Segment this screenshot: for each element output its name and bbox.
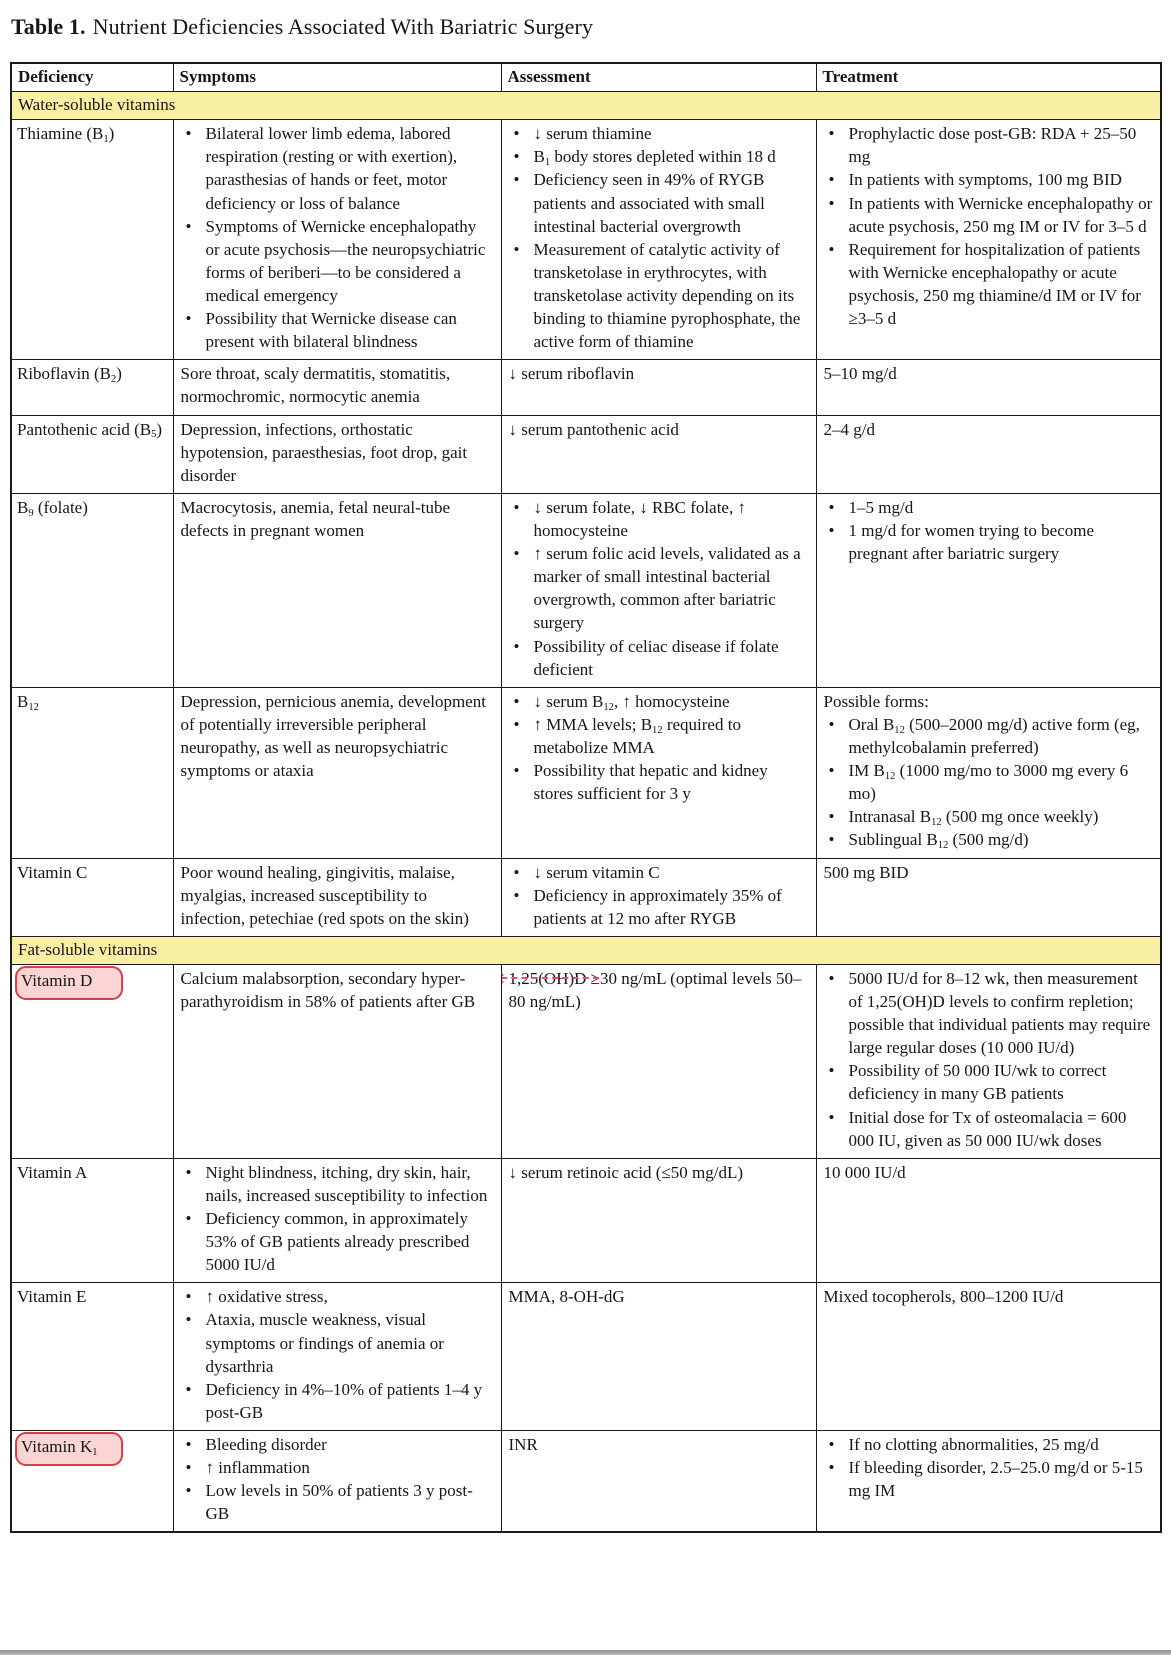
treatment-cell [816,1158,1161,1283]
table-row [11,120,1161,360]
text-line: Calcium malabsorption, secondary hyper-parathyroidism in 58% of patients after GB [180,968,476,1012]
text-line: MMA, 8-OH-dG [508,1287,625,1307]
bullet-icon: • [828,520,835,540]
bullet-item [824,1433,1154,1456]
deficiency-label: Pantothenic acid $(B_5)$ [17,419,163,441]
deficiency-cell [11,415,173,493]
bullet-text: Prophylactic dose post-GB: RDA + 25–50 mg [848,124,1137,167]
header-row [11,63,1161,92]
assessment-cell [501,687,816,858]
bullet-item [509,861,809,884]
bullet-text: ↑ MMA levels; $B_{12}$ required to metabolize MMA [533,714,741,757]
bullet-icon: • [513,544,520,564]
bullet-text: 1–5 mg/d [848,497,914,517]
bullet-text: IM $B_{12}$ (1000 mg/mo to 3000 mg every 6 mo) [848,761,1129,804]
assessment-cell [501,120,816,360]
bullet-item [824,713,1154,759]
bullet-icon: • [513,862,520,882]
bullet-icon: • [828,1107,835,1127]
bullet-icon: • [513,239,520,259]
deficiency-cell [11,687,173,858]
symptoms-cell [173,858,501,936]
bullet-icon: • [828,497,835,517]
bullet-text: Symptoms of Wernicke encephalopathy or acute psychosis—the neuropsychiatric forms of beriberi—to be considered a medical emergency [205,216,486,305]
bullet-text: Deficiency in 4%–10% of patients 1–4 y post-GB [205,1379,483,1422]
section-header: Water-soluble vitamins [11,92,1161,120]
table-row [11,687,1161,858]
bullet-item [824,759,1154,805]
treatment-cell [816,415,1161,493]
bullet-item [181,1207,494,1276]
assessment-cell [501,1283,816,1431]
bullet-text: Possibility of celiac disease if folate deficient [533,636,779,679]
text-line: 500 mg BID [823,862,909,882]
bullet-icon: • [828,1061,835,1081]
bullet-item [181,1378,494,1424]
treatment-cell [816,687,1161,858]
text-line: INR [508,1435,538,1455]
text-line: 2–4 g/d [823,419,875,439]
bullet-text: ↑ serum folic acid levels, validated as a marker of small intestinal bacterial overgrowth, common after bariatric surgery [533,544,801,633]
bullet-text: Deficiency in approximately 35% of patients at 12 mo after RYGB [533,885,782,928]
deficiency-label-highlight-annotation: Vitamin D [15,966,123,1000]
bullet-icon: • [185,1209,192,1229]
bullet-text: Bilateral lower limb edema, labored respiration (resting or with exertion), parasthesias of hands or feet, motor deficiency or loss of balance [205,124,458,213]
symptoms-cell [173,493,501,687]
bullet-item [509,496,809,542]
bullet-icon: • [185,216,192,236]
assessment-cell [501,964,816,1158]
bullet-icon: • [185,1435,192,1455]
bullet-text: Low levels in 50% of patients 3 y post-GB [205,1481,473,1524]
deficiency-cell [11,964,173,1158]
text-line: Mixed tocopherols, 800–1200 IU/d [823,1287,1064,1307]
bullet-item [824,122,1154,168]
bullet-icon: • [828,968,835,988]
col-header-symptoms: Symptoms [173,63,501,92]
text-line: Depression, infections, orthostatic hypotension, paraesthesias, foot drop, gait disorder [180,419,468,485]
bullet-text: Measurement of catalytic activity of transketolase in erythrocytes, with transketolase activity depending on its binding to thiamine pyrophosphate, the active form of thiamine [533,239,801,352]
bullet-item [181,1285,494,1308]
bullet-text: ↓ serum folate, ↓ RBC folate, ↑ homocysteine [533,497,746,540]
col-header-assessment: Assessment [501,63,816,92]
bullet-icon: • [185,1458,192,1478]
symptoms-cell [173,964,501,1158]
bullet-text: Ataxia, muscle weakness, visual symptoms or findings of anemia or dysarthria [205,1310,444,1376]
deficiency-cell [11,1158,173,1283]
deficiency-cell [11,1283,173,1431]
assessment-cell [501,1158,816,1283]
treatment-cell [816,858,1161,936]
treatment-cell [816,1283,1161,1431]
deficiency-label: $B_{12}$ [17,691,39,713]
bullet-item [181,1456,494,1479]
bullet-item [824,967,1154,1059]
bullet-item [824,1456,1154,1502]
bullet-icon: • [513,691,520,711]
bullet-item [824,496,1154,519]
bullet-item [509,759,809,805]
symptoms-cell [173,360,501,415]
bullet-icon: • [828,193,835,213]
text-line: Macrocytosis, anemia, fetal neural-tube defects in pregnant women [180,497,451,540]
bullet-icon: • [513,714,520,734]
text-line: 5–10 mg/d [823,364,897,384]
bullet-item [509,884,809,930]
text-line: Poor wound healing, gingivitis, malaise, myalgias, increased susceptibility to infection, petechiae (red spots on the skin) [180,862,469,928]
table-title [11,14,593,40]
text-line: ↓ serum retinoic acid (≤50 mg/dL) [508,1162,744,1182]
deficiency-label: Vitamin C [17,862,88,882]
assessment-cell [501,858,816,936]
text-line: ↓ serum riboflavin [508,364,635,384]
bullet-text: In patients with symptoms, 100 mg BID [848,170,1122,190]
text-line: 10 000 IU/d [823,1162,906,1182]
bullet-text: ↓ serum $B_{12}$, ↑ homocysteine [533,691,730,713]
bullet-icon: • [828,761,835,781]
bullet-text: If no clotting abnormalities, 25 mg/d [848,1435,1099,1455]
symptoms-cell [173,1158,501,1283]
deficiency-label: Riboflavin $(B_2)$ [17,364,122,386]
deficiency-cell [11,360,173,415]
bullet-item [181,1308,494,1377]
bullet-text: 5000 IU/d for 8–12 wk, then measurement of 1,25(OH)D levels to confirm repletion; possible that individual patients may require large regular doses (10 000 IU/d) [848,968,1151,1058]
bullet-item [181,215,494,307]
bullet-icon: • [513,497,520,517]
bullet-icon: • [513,124,520,144]
bullet-item [824,1059,1154,1105]
bullet-item [509,145,809,168]
bullet-item [824,828,1154,851]
bullet-text: Bleeding disorder [205,1435,327,1455]
bullet-item [509,635,809,681]
bullet-item [824,192,1154,238]
bullet-item [509,122,809,145]
bullet-item [509,713,809,759]
text-line: 1,25(OH)D ≥30 ng/mL (optimal levels 50–80 ng/mL) [508,968,802,1012]
bullet-item [181,1161,494,1207]
strikethrough-annotation: 1,25(OH)D [508,968,587,988]
table-row [11,1283,1161,1431]
col-header-treatment: Treatment [816,63,1161,92]
table-row [11,964,1161,1158]
treatment-cell [816,1431,1161,1533]
symptoms-cell [173,415,501,493]
bullet-icon: • [828,714,835,734]
assessment-cell [501,493,816,687]
bullet-item [824,168,1154,191]
bullet-item [824,238,1154,330]
table-row [11,1431,1161,1533]
deficiency-cell [11,493,173,687]
bullet-item [181,307,494,353]
bullet-text: Night blindness, itching, dry skin, hair, nails, increased susceptibility to infection [205,1162,488,1205]
bullet-text: Deficiency common, in approximately 53% of GB patients already prescribed 5000 IU/d [205,1209,470,1275]
bullet-item [181,122,494,214]
bullet-item [509,168,809,237]
bullet-text: Possibility of 50 000 IU/wk to correct deficiency in many GB patients [848,1061,1107,1104]
assessment-cell [501,1431,816,1533]
bullet-icon: • [828,830,835,850]
bullet-text: ↑ inflammation [205,1458,310,1478]
bullet-text: Initial dose for Tx of osteomalacia = 600 000 IU, given as 50 000 IU/wk doses [848,1107,1127,1150]
deficiency-cell [11,858,173,936]
bullet-text: Intranasal $B_{12}$ (500 mg once weekly) [848,807,1099,829]
bullet-item [824,805,1154,828]
assessment-cell [501,415,816,493]
text-line: Possible forms: [823,691,929,711]
text-line: Depression, pernicious anemia, development of potentially irreversible peripheral neuropathy, as well as neuropsychiatric symptoms or ataxia [180,691,486,781]
deficiency-label: Thiamine $(B_1)$ [17,124,115,146]
bullet-icon: • [513,761,520,781]
table-title-text: Nutrient Deficiencies Associated With Bariatric Surgery [92,14,594,39]
bullet-item [509,690,809,713]
bullet-item [509,238,809,354]
table-row [11,415,1161,493]
bullet-text: If bleeding disorder, 2.5–25.0 mg/d or 5-15 mg IM [848,1458,1143,1501]
text-line: Sore throat, scaly dermatitis, stomatitis, normochromic, normocytic anemia [180,364,451,407]
bullet-text: 1 mg/d for women trying to become pregnant after bariatric surgery [848,520,1095,564]
nutrient-deficiencies-table [10,62,1162,1533]
bullet-text: Possibility that Wernicke disease can present with bilateral blindness [205,309,457,352]
bullet-icon: • [185,1379,192,1399]
bullet-text: ↓ serum vitamin C [533,862,660,882]
deficiency-label-highlight-annotation: Vitamin $K_1$ [15,1432,123,1466]
table-row [11,493,1161,687]
deficiency-label: Vitamin A [17,1162,88,1182]
bullet-text: Deficiency seen in 49% of RYGB patients and associated with small intestinal bacterial overgrowth [533,170,765,236]
bullet-icon: • [185,309,192,329]
bullet-item [181,1433,494,1456]
table-row [11,858,1161,936]
bullet-icon: • [185,1162,192,1182]
page-bottom-rule [0,1650,1171,1655]
bullet-icon: • [513,147,520,167]
deficiency-label: Vitamin E [17,1287,87,1307]
bullet-icon: • [828,124,835,144]
bullet-text: Sublingual $B_{12}$ (500 mg/d) [848,830,1029,852]
text-line: ↓ serum pantothenic acid [508,419,679,439]
bullet-icon: • [828,1458,835,1478]
table-row [11,1158,1161,1283]
symptoms-cell [173,120,501,360]
bullet-text: Requirement for hospitalization of patients with Wernicke encephalopathy or acute psychosis, 250 mg thiamine/d IM or IV for ≥3–5 d [848,239,1141,329]
treatment-cell [816,493,1161,687]
bullet-item [824,1106,1154,1152]
bullet-icon: • [828,239,835,259]
bullet-icon: • [185,1287,192,1307]
treatment-cell [816,360,1161,415]
bullet-icon: • [828,170,835,190]
bullet-text: In patients with Wernicke encephalopathy or acute psychosis, 250 mg IM or IV for 3–5 d [848,193,1153,236]
assessment-cell [501,360,816,415]
bullet-item [824,519,1154,565]
symptoms-cell [173,687,501,858]
bullet-item [509,542,809,634]
bullet-icon: • [828,1435,835,1455]
col-header-deficiency: Deficiency [11,63,173,92]
bullet-icon: • [185,124,192,144]
bullet-text: Possibility that hepatic and kidney stores sufficient for 3 y [533,761,768,804]
treatment-cell [816,964,1161,1158]
bullet-text: ↓ serum thiamine [533,124,652,144]
bullet-icon: • [513,636,520,656]
symptoms-cell [173,1283,501,1431]
bullet-icon: • [513,885,520,905]
bullet-item [181,1479,494,1525]
bullet-icon: • [828,807,835,827]
table-title-label: Table 1. [11,14,86,39]
bullet-icon: • [185,1310,192,1330]
bullet-text: $B_1$ body stores depleted within 18 d [533,147,776,169]
table-row [11,360,1161,415]
deficiency-cell [11,120,173,360]
treatment-cell [816,120,1161,360]
deficiency-cell [11,1431,173,1533]
section-header: Fat-soluble vitamins [11,936,1161,964]
section-row [11,936,1161,964]
bullet-text: ↑ oxidative stress, [205,1287,328,1307]
deficiency-label: $B_9$ (folate) [17,497,88,519]
section-row [11,92,1161,120]
bullet-icon: • [185,1481,192,1501]
symptoms-cell [173,1431,501,1533]
bullet-icon: • [513,170,520,190]
bullet-text: Oral $B_{12}$ (500–2000 mg/d) active form (eg, methylcobalamin preferred) [848,714,1140,757]
